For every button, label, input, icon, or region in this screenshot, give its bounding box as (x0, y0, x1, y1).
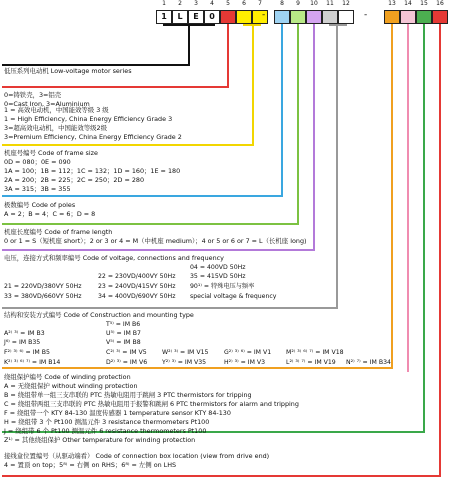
mounting-option: K²⁾ ³⁾ ⁶⁾ ⁷⁾ = IM B14 (4, 359, 61, 366)
mounting-option: V⁵⁾ = IM B8 (106, 339, 141, 346)
connector-line (391, 24, 393, 368)
position-number: 4 (210, 0, 214, 7)
housing-material-line: 0=Cast Iron, 3=Aluminium (4, 100, 90, 108)
efficiency-line: 3=Premium Efficiency, China Energy Efficiency Grade 2 (4, 133, 182, 141)
voltage-option: 23 = 240VD/415VY 50Hz (98, 283, 176, 290)
position-number: 3 (194, 0, 198, 7)
connector-line (188, 24, 190, 64)
winding-protection-line: B = 绕组带单一组三支串联的 PTC 热敏电阻用于跳闸 3 PTC thermistors for tripping (4, 391, 252, 399)
code-box (416, 10, 432, 24)
code-box (384, 10, 400, 24)
position-number: 13 (388, 0, 396, 7)
mounting-option: F²⁾ ³⁾ ⁶⁾ = IM B5 (4, 349, 50, 356)
code-box (236, 10, 252, 24)
frame-size-line: 3A = 315；3B = 355 (4, 185, 71, 193)
connector-line (252, 24, 254, 146)
section-voltage: 电压，连接方式和频率编号 Code of voltage, connections and frequency (4, 254, 224, 262)
position-number: 12 (342, 0, 350, 7)
voltage-option: 22 = 230VD/400VY 50Hz (98, 273, 176, 280)
connector-line (2, 367, 393, 369)
mounting-option: N²⁾ ⁷⁾ = IM B34 (346, 359, 391, 366)
connector-line (423, 24, 425, 432)
code-box (432, 10, 448, 24)
code-box (290, 10, 306, 24)
connector-line (329, 24, 347, 26)
position-number: 5 (226, 0, 230, 7)
winding-protection-line: J = 绕组带 6 个 Pt100 测温元件 6 resistance thermometers Pt100 (4, 427, 207, 435)
voltage-option: 21 = 220VD/380VY 50Hz (4, 283, 82, 290)
connector-line (281, 24, 283, 196)
connector-line (2, 144, 254, 146)
code-box (306, 10, 322, 24)
connector-line (2, 195, 283, 197)
winding-protection-line: C = 绕组带两组三支串联的 PTC 热敏电阻用于报警和跳闸 6 PTC thermistors for alarm and tripping (4, 400, 299, 408)
housing-material-line: 0=铸铁壳，3=铝壳 (4, 91, 62, 99)
section-motor-series: 低压系列电动机 Low-voltage motor series (4, 67, 132, 75)
winding-protection-line: A = 无绕组保护 without winding protection (4, 382, 138, 390)
code-box (252, 10, 268, 24)
section-frame-size: 机座号编号 Code of frame size (4, 149, 98, 157)
frame-length-line: 0 or 1 = S（短机座 short）；2 or 3 or 4 = M（中机座 medium）；4 or 5 or 6 or 7 = L（长机座 long) (4, 237, 307, 245)
position-number: 7 (258, 0, 262, 7)
position-number: 1 (162, 0, 166, 7)
connection-box-line: 4 = 置顶 on top；5⁸⁾ = 右侧 on RHS；6⁸⁾ = 左侧 on LHS (4, 461, 177, 469)
mounting-option: D²⁾ ³⁾ = IM V6 (106, 359, 148, 366)
connector-line (2, 86, 229, 88)
code-box: E (188, 10, 204, 24)
efficiency-line: 1 = 高效电动机，中国能效等级 3 级 (4, 106, 109, 114)
mounting-option: T⁵⁾ = IM B6 (106, 321, 141, 328)
mounting-option: M²⁾ ³⁾ ⁶⁾ ⁷⁾ = IM V18 (286, 349, 344, 356)
voltage-option: 35 = 415VD 50Hz (190, 273, 246, 280)
position-number: 9 (296, 0, 300, 7)
voltage-option: 33 = 380VD/660VY 50Hz (4, 293, 82, 300)
code-box (274, 10, 290, 24)
frame-size-line: 2A = 200；2B = 225；2C = 250；2D = 280 (4, 176, 145, 184)
connector-line (313, 24, 315, 250)
position-number: 11 (326, 0, 334, 7)
voltage-option: 34 = 400VD/690VY 50Hz (98, 293, 176, 300)
section-connection-box: 接线盒位置编号（从驱动端看） Code of connection box location (view from drive end) (4, 452, 270, 460)
efficiency-line: 3=超高效电动机，中国能效等级2级 (4, 124, 107, 132)
code-box: 1 (156, 10, 172, 24)
mounting-option: Y²⁾ ³⁾ = IM V35 (162, 359, 207, 366)
code-separator: - (262, 10, 266, 20)
connector-line (2, 475, 441, 477)
code-box (322, 10, 338, 24)
code-box (220, 10, 236, 24)
section-poles: 极数编号 Code of poles (4, 201, 76, 209)
position-number: 8 (280, 0, 284, 7)
position-number: 6 (242, 0, 246, 7)
mounting-option: A²⁾ ³⁾ = IM B3 (4, 330, 45, 337)
position-number: 16 (436, 0, 444, 7)
position-number: 10 (310, 0, 318, 7)
connector-line (297, 24, 299, 224)
connector-line (227, 24, 229, 88)
mounting-option: J⁶⁾ = IM B35 (4, 339, 41, 346)
code-box: 0 (204, 10, 220, 24)
connector-line (336, 24, 338, 308)
connector-line (439, 24, 441, 476)
connector-line (2, 307, 338, 309)
frame-size-line: 0D = 080；0E = 090 (4, 158, 71, 166)
section-winding-protection: 绕组保护编号 Code of winding protection (4, 373, 131, 381)
mounting-option: U⁵⁾ = IM B7 (106, 330, 141, 337)
winding-protection-line: F = 绕组带一个 KTY 84-130 温度传感器 1 temperature sensor KTY 84-130 (4, 409, 231, 417)
section-frame-length: 机座长度编号 Code of frame length (4, 228, 113, 236)
winding-protection-line: H = 绕组带 3 个 Pt100 测温元件 3 resistance thermometers Pt100 (4, 418, 210, 426)
voltage-option: special voltage & frequency (190, 293, 277, 300)
position-number: 2 (178, 0, 182, 7)
code-box (400, 10, 416, 24)
efficiency-line: 1 = High Efficiency, China Energy Efficiency Grade 3 (4, 115, 173, 123)
mounting-option: L²⁾ ³⁾ ⁷⁾ = IM V19 (286, 359, 336, 366)
poles-line: A = 2；B = 4；C = 6；D = 8 (4, 210, 96, 218)
mounting-option: W²⁾ ³⁾ = IM V15 (162, 349, 209, 356)
code-box: L (172, 10, 188, 24)
mounting-option: G²⁾ ³⁾ ⁶⁾ = IM V1 (224, 349, 272, 356)
position-number: 14 (404, 0, 412, 7)
section-mounting: 结构和安装方式编号 Code of Construction and mounting type (4, 311, 194, 319)
winding-protection-line: Z¹⁾ = 其他绕组保护 Other temperature for winding protection (4, 436, 196, 444)
connector-line (2, 64, 190, 66)
voltage-option: 04 = 400VD 50Hz (190, 264, 246, 271)
position-number: 15 (420, 0, 428, 7)
mounting-option: C²⁾ ³⁾ = IM V5 (106, 349, 147, 356)
frame-size-line: 1A = 100；1B = 112；1C = 132；1D = 160；1E = 180 (4, 167, 181, 175)
connector-line (2, 249, 315, 251)
code-box (338, 10, 354, 24)
mounting-option: H²⁾ ³⁾ = IM V3 (224, 359, 266, 366)
connector-line (407, 24, 409, 372)
connector-line (2, 223, 299, 225)
code-separator: - (364, 10, 368, 20)
voltage-option: 90¹⁾ = 特殊电压与频率 (190, 283, 255, 290)
